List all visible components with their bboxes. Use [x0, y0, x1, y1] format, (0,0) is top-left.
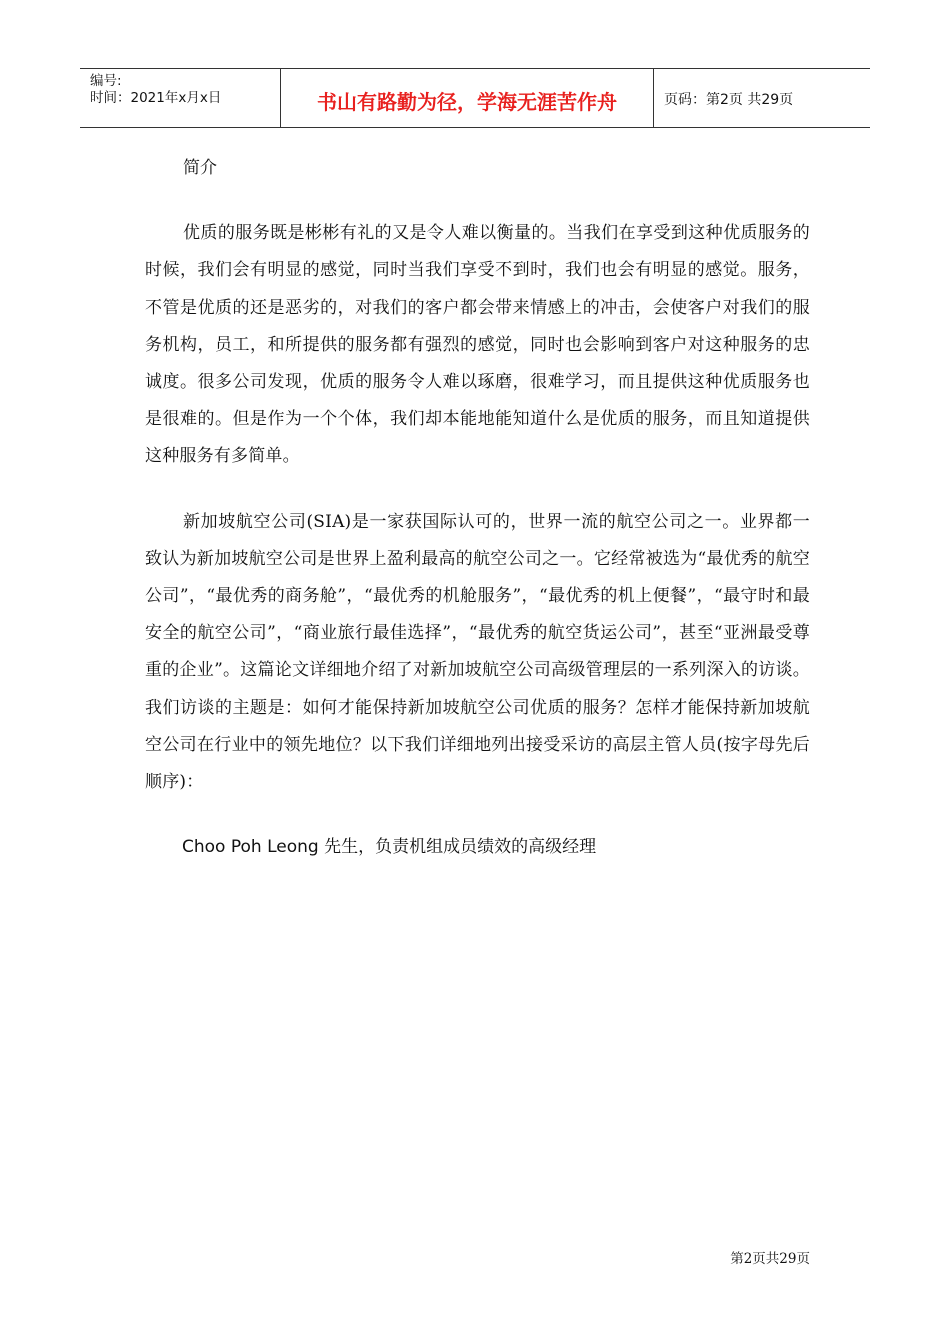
interviewee-line — [145, 829, 810, 866]
header-page-info: 页码：第2页 共29页 — [664, 92, 794, 108]
interviewee-role: 先生，负责机组成员绩效的高级经理 — [318, 837, 597, 858]
footer-page-info: 第2页共29页 — [730, 1251, 810, 1267]
document-date-label: 时间：2021年x月x日 — [90, 90, 222, 106]
header-motto: 书山有路勤为径，学海无涯苦作舟 — [281, 69, 654, 127]
header-meta-cell — [80, 69, 281, 127]
section-title: 简介 — [183, 158, 217, 178]
interviewee-name: Choo Poh Leong — [182, 837, 319, 858]
document-number-label: 编号: — [90, 73, 122, 89]
header-table — [80, 68, 870, 128]
document-body — [145, 150, 810, 866]
paragraph-sia: 新加坡航空公司(SIA)是一家获国际认可的，世界一流的航空公司之一。业界都一致认为新加坡航空公司是世界上盈利最高的航空公司之一。它经常被选为“最优秀的航空公司”，“最优秀的商务舱”，“最优秀的机舱服务”，“最优秀的机上便餐”，“最守时和最安全的航空公司”，“商业旅行最佳选择”，“最优秀的航空货运公司”，甚至“亚洲最受尊重的企业”。这篇论文详细地介绍了对新加坡航空公司高级管理层的一系列深入的访谈。我们访谈的主题是：如何才能保持新加坡航空公司优质的服务？怎样才能保持新加坡航空公司在行业中的领先地位？以下我们详细地列出接受采访的高层主管人员(按字母先后顺序)： — [145, 511, 810, 793]
paragraph-intro: 优质的服务既是彬彬有礼的又是令人难以衡量的。当我们在享受到这种优质服务的时候，我们会有明显的感觉，同时当我们享受不到时，我们也会有明显的感觉。服务，不管是优质的还是恶劣的，对我们的客户都会带来情感上的冲击，会使客户对我们的服务机构，员工，和所提供的服务都有强烈的感觉，同时也会影响到客户对这种服务的忠诚度。很多公司发现，优质的服务令人难以琢磨，很难学习，而且提供这种优质服务也是很难的。但是作为一个个体，我们却本能地能知道什么是优质的服务，而且知道提供这种服务有多简单。 — [145, 223, 810, 467]
